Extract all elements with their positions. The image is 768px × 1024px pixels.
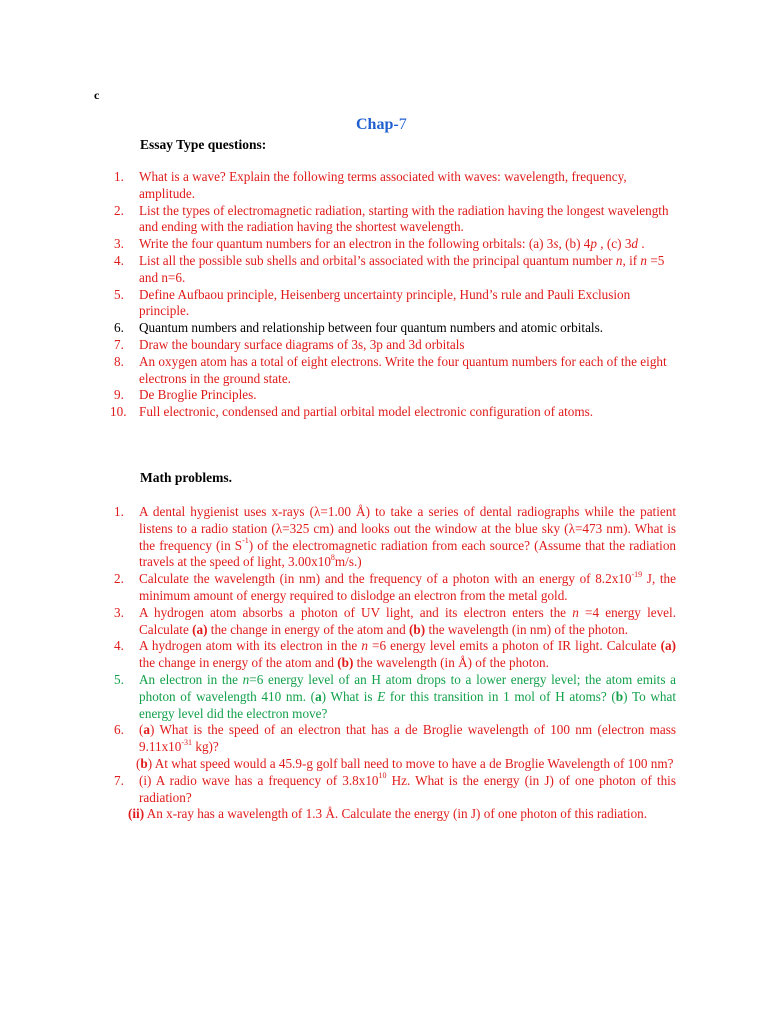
math-problem-text: A hydrogen atom absorbs a photon of UV light, and its electron enters the n =4 energy level. Calculate (a) the change in energy of the atom and (b) the wavelength (in nm) of the photon.: [139, 604, 676, 637]
essay-question-item: [110, 320, 676, 337]
math-problem-item: [110, 773, 676, 807]
math-problem-number: 6.: [114, 722, 124, 738]
math-problem-item: [110, 504, 676, 571]
essay-question-item: [110, 169, 676, 203]
math-problem-item: [110, 672, 676, 722]
essay-question-number: 1.: [114, 169, 124, 184]
essay-question-item: [110, 404, 676, 421]
essay-question-item: [110, 253, 676, 287]
essay-question-text: Draw the boundary surface diagrams of 3s, 3p and 3d orbitals: [139, 336, 465, 352]
math-problem-number: 7.: [114, 772, 124, 788]
stray-mark: c: [94, 88, 100, 102]
essay-question-text: Define Aufbaou principle, Heisenberg uncertainty principle, Hund’s rule and Pauli Exclusion principle.: [139, 286, 631, 319]
essay-question-number: 9.: [114, 387, 124, 403]
essay-question-text: List the types of electromagnetic radiation, starting with the radiation having the longest wavelength and ending with the radiation having the shortest wavelength.: [139, 202, 669, 235]
math-problem-item: [110, 571, 676, 605]
math-problem-item: [110, 722, 676, 756]
math-problem-number: 4.: [114, 638, 124, 654]
math-problem-item: [110, 605, 676, 639]
essay-question-text: Write the four quantum numbers for an electron in the following orbitals: (a) 3s, (b) 4p , (c) 3d .: [139, 236, 645, 252]
essay-question-number: 5.: [114, 286, 124, 302]
essay-question-number: 4.: [114, 252, 124, 268]
math-problem-text: A hydrogen atom with its electron in the n =6 energy level emits a photon of IR light. Calculate (a) the change in energy of the atom and (b) the wavelength (in Å) of the photon.: [139, 638, 676, 671]
essay-question-text: De Broglie Principles.: [139, 387, 257, 403]
essay-question-text: An oxygen atom has a total of eight electrons. Write the four quantum numbers for each of the eight electrons in the ground state.: [139, 353, 667, 386]
math-problem-text: A dental hygienist uses x-rays (λ=1.00 Å) to take a series of dental radiographs while the patient listens to a radio station (λ=325 cm) and looks out the window at the blue sky (λ=473 nm). What is the frequency (in $S^{-1}$) of the electromagnetic radiation from each source? (Assume that the radiation travels at the speed of light, $3.00x10^8m/s$.): [139, 504, 677, 570]
essay-question-item: [110, 287, 676, 321]
math-problem-text: (i) A radio wave has a frequency of $3.8x10^{10}$ Hz. What is the energy (in J) of one photon of this radiation?: [139, 771, 676, 805]
essay-question-item: [110, 387, 676, 404]
chapter-title-prefix: Chap-: [356, 116, 399, 133]
essay-question-list: [110, 169, 676, 421]
math-problem-number: 2.: [114, 571, 124, 587]
math-problem-text: An electron in the n=6 energy level of an H atom drops to a lower energy level; the atom emits a photon of wavelength 410 nm. (a) What is E for this transition in 1 mol of H atoms? (b) To what energy level did the electron move?: [139, 671, 677, 721]
math-problem-item: [110, 806, 676, 823]
essay-question-number: 6.: [114, 320, 124, 336]
math-problem-item: [110, 756, 676, 773]
math-heading: Math problems.: [140, 470, 233, 485]
essay-question-text: Full electronic, condensed and partial orbital model electronic configuration of atoms.: [139, 404, 594, 420]
math-problem-number: 1.: [114, 504, 124, 519]
essay-question-text: List all the possible sub shells and orbital’s associated with the principal quantum number n, if n =5 and n=6.: [139, 252, 665, 285]
math-problem-number: 3.: [114, 604, 124, 620]
essay-question-item: [110, 203, 676, 237]
essay-question-number: 8.: [114, 353, 124, 369]
essay-question-number: 7.: [114, 336, 124, 352]
math-problem-number: 5.: [114, 671, 124, 687]
essay-question-text: Quantum numbers and relationship between four quantum numbers and atomic orbitals.: [139, 320, 604, 336]
essay-question-text: What is a wave? Explain the following terms associated with waves: wavelength, frequency, amplitude.: [139, 169, 627, 201]
math-problem-text: (b) At what speed would a 45.9-g golf ball need to move to have a de Broglie Wavelength of 100 nm?: [136, 755, 674, 771]
chapter-title-number: 7: [398, 116, 407, 133]
essay-question-number: 3.: [114, 236, 124, 252]
math-problem-text: (ii) An x-ray has a wavelength of 1.3 Å. Calculate the energy (in J) of one photon of this radiation.: [128, 806, 648, 822]
math-problem-text: Calculate the wavelength (in nm) and the frequency of a photon with an energy of $8.2x10^{-19}$ J, the minimum amount of energy required to dislodge an electron from the metal gold.: [139, 569, 676, 603]
math-problem-text: (a) What is the speed of an electron that has a de Broglie wavelength of 100 nm (electron mass $9.11x10^{-31}$ kg)?: [139, 722, 676, 755]
essay-question-number: 10.: [110, 404, 127, 420]
math-problem-item: [110, 638, 676, 672]
math-problem-list: [110, 504, 676, 823]
essay-question-number: 2.: [114, 202, 124, 218]
essay-question-item: [110, 337, 676, 354]
chapter-title: [356, 116, 407, 134]
essay-heading: Essay Type questions:: [140, 137, 267, 152]
essay-question-item: [110, 236, 676, 253]
essay-question-item: [110, 354, 676, 388]
